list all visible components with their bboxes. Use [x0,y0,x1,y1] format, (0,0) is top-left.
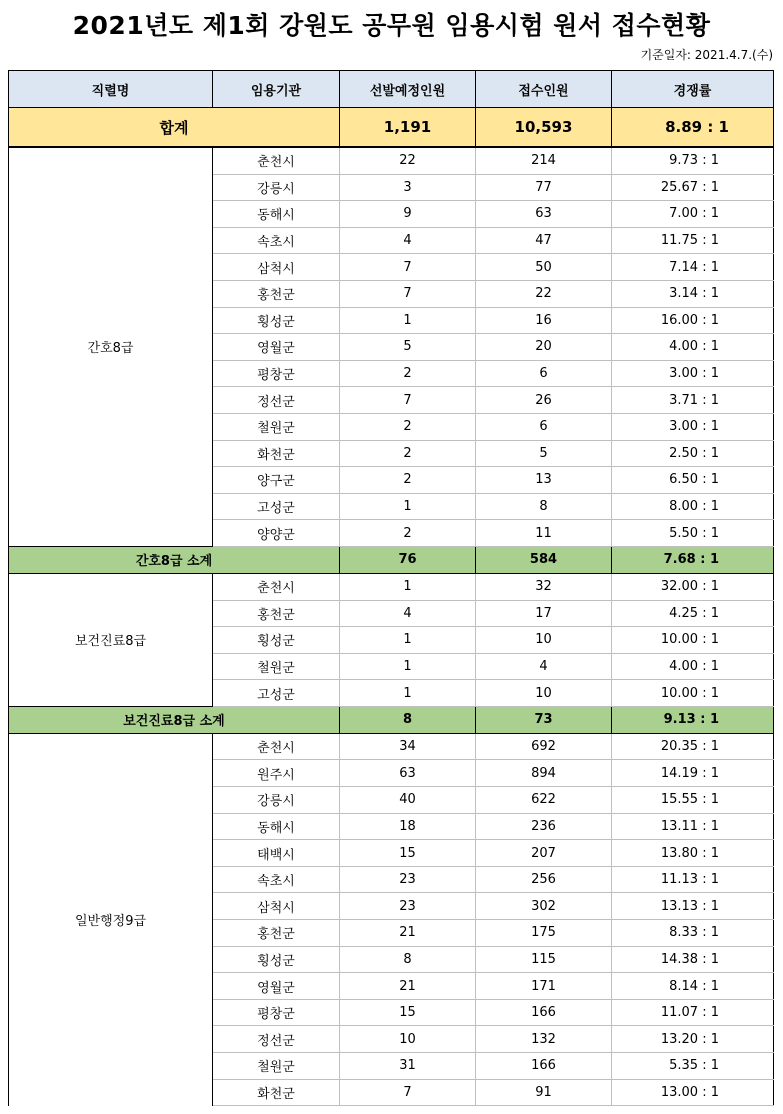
applied-cell: 166 [476,999,612,1026]
applied-cell: 10 [476,680,612,707]
agency-cell: 홍천군 [213,920,340,947]
total-row [9,108,774,148]
subtotal-label: 간호8급 소계 [9,546,340,573]
applied-cell: 26 [476,387,612,414]
applied-cell: 214 [476,147,612,174]
applied-cell: 63 [476,201,612,228]
applied-cell: 4 [476,653,612,680]
agency-cell: 삼척시 [213,254,340,281]
planned-cell: 2 [340,520,476,547]
applied-cell: 77 [476,174,612,201]
planned-cell: 1 [340,307,476,334]
ratio-cell: 10.00 : 1 [612,627,774,654]
ratio-cell: 16.00 : 1 [612,307,774,334]
ratio-cell: 8.00 : 1 [612,493,774,520]
agency-cell: 화천군 [213,1079,340,1106]
subtotal-planned: 8 [340,706,476,733]
total-ratio: 8.89 : 1 [612,108,774,148]
applied-cell: 6 [476,413,612,440]
planned-cell: 63 [340,760,476,787]
ratio-cell: 11.13 : 1 [612,866,774,893]
planned-cell: 5 [340,334,476,361]
ratio-cell: 13.80 : 1 [612,840,774,867]
ratio-cell: 15.55 : 1 [612,787,774,814]
applied-cell: 91 [476,1079,612,1106]
planned-cell: 7 [340,387,476,414]
planned-cell: 7 [340,1079,476,1106]
header-planned: 선발예정인원 [340,71,476,108]
ratio-cell: 25.67 : 1 [612,174,774,201]
ratio-cell: 7.14 : 1 [612,254,774,281]
table-row [9,147,774,174]
ratio-cell: 2.50 : 1 [612,440,774,467]
agency-cell: 양구군 [213,467,340,494]
applied-cell: 115 [476,946,612,973]
total-applied: 10,593 [476,108,612,148]
applied-cell: 20 [476,334,612,361]
agency-cell: 홍천군 [213,600,340,627]
agency-cell: 강릉시 [213,174,340,201]
table-row [9,573,774,600]
subtotal-applied: 73 [476,706,612,733]
agency-cell: 평창군 [213,360,340,387]
planned-cell: 7 [340,254,476,281]
ratio-cell: 3.00 : 1 [612,360,774,387]
agency-cell: 속초시 [213,227,340,254]
agency-cell: 속초시 [213,866,340,893]
agency-cell: 춘천시 [213,573,340,600]
applied-cell: 207 [476,840,612,867]
agency-cell: 고성군 [213,680,340,707]
agency-cell: 홍천군 [213,280,340,307]
header-position: 직렬명 [9,71,213,108]
subtotal-label: 보건진료8급 소계 [9,706,340,733]
subtotal-row [9,706,774,733]
agency-cell: 춘천시 [213,147,340,174]
agency-cell: 횡성군 [213,627,340,654]
ratio-cell: 3.71 : 1 [612,387,774,414]
ratio-cell: 5.50 : 1 [612,520,774,547]
ratio-cell: 4.00 : 1 [612,334,774,361]
planned-cell: 31 [340,1053,476,1080]
ratio-cell: 8.14 : 1 [612,973,774,1000]
agency-cell: 평창군 [213,999,340,1026]
planned-cell: 2 [340,440,476,467]
applied-cell: 32 [476,573,612,600]
planned-cell: 10 [340,1026,476,1053]
applied-cell: 17 [476,600,612,627]
applied-cell: 6 [476,360,612,387]
planned-cell: 22 [340,147,476,174]
applied-cell: 256 [476,866,612,893]
ratio-cell: 4.00 : 1 [612,653,774,680]
subtotal-applied: 584 [476,546,612,573]
planned-cell: 2 [340,360,476,387]
planned-cell: 1 [340,653,476,680]
planned-cell: 2 [340,413,476,440]
applied-cell: 236 [476,813,612,840]
ratio-cell: 11.75 : 1 [612,227,774,254]
applied-cell: 622 [476,787,612,814]
ratio-cell: 6.50 : 1 [612,467,774,494]
position-name: 보건진료8급 [9,573,213,706]
applied-cell: 166 [476,1053,612,1080]
position-name: 일반행정9급 [9,733,213,1105]
applications-table [8,70,774,1106]
agency-cell: 양양군 [213,520,340,547]
applied-cell: 50 [476,254,612,281]
ratio-cell: 20.35 : 1 [612,733,774,760]
agency-cell: 철원군 [213,413,340,440]
planned-cell: 3 [340,174,476,201]
agency-cell: 동해시 [213,813,340,840]
applied-cell: 5 [476,440,612,467]
agency-cell: 강릉시 [213,787,340,814]
agency-cell: 철원군 [213,1053,340,1080]
agency-cell: 영월군 [213,973,340,1000]
planned-cell: 1 [340,627,476,654]
planned-cell: 8 [340,946,476,973]
ratio-cell: 13.13 : 1 [612,893,774,920]
ratio-cell: 10.00 : 1 [612,680,774,707]
total-label: 합계 [9,108,340,148]
header-applied: 접수인원 [476,71,612,108]
ratio-cell: 14.38 : 1 [612,946,774,973]
planned-cell: 1 [340,493,476,520]
agency-cell: 춘천시 [213,733,340,760]
agency-cell: 동해시 [213,201,340,228]
applied-cell: 11 [476,520,612,547]
agency-cell: 정선군 [213,387,340,414]
agency-cell: 고성군 [213,493,340,520]
planned-cell: 21 [340,973,476,1000]
planned-cell: 4 [340,600,476,627]
applied-cell: 894 [476,760,612,787]
planned-cell: 40 [340,787,476,814]
planned-cell: 2 [340,467,476,494]
agency-cell: 횡성군 [213,946,340,973]
applied-cell: 175 [476,920,612,947]
planned-cell: 21 [340,920,476,947]
agency-cell: 화천군 [213,440,340,467]
applied-cell: 302 [476,893,612,920]
total-planned: 1,191 [340,108,476,148]
applied-cell: 13 [476,467,612,494]
subtotal-ratio: 9.13 : 1 [612,706,774,733]
applied-cell: 692 [476,733,612,760]
ratio-cell: 4.25 : 1 [612,600,774,627]
planned-cell: 15 [340,999,476,1026]
planned-cell: 23 [340,866,476,893]
planned-cell: 18 [340,813,476,840]
planned-cell: 23 [340,893,476,920]
ratio-cell: 32.00 : 1 [612,573,774,600]
ratio-cell: 9.73 : 1 [612,147,774,174]
applied-cell: 47 [476,227,612,254]
planned-cell: 7 [340,280,476,307]
agency-cell: 원주시 [213,760,340,787]
applied-cell: 10 [476,627,612,654]
ratio-cell: 13.00 : 1 [612,1079,774,1106]
planned-cell: 1 [340,680,476,707]
header-ratio: 경쟁률 [612,71,774,108]
agency-cell: 태백시 [213,840,340,867]
agency-cell: 횡성군 [213,307,340,334]
subtotal-ratio: 7.68 : 1 [612,546,774,573]
ratio-cell: 3.14 : 1 [612,280,774,307]
applied-cell: 16 [476,307,612,334]
applied-cell: 171 [476,973,612,1000]
agency-cell: 삼척시 [213,893,340,920]
planned-cell: 15 [340,840,476,867]
applied-cell: 22 [476,280,612,307]
ratio-cell: 7.00 : 1 [612,201,774,228]
ratio-cell: 13.20 : 1 [612,1026,774,1053]
ratio-cell: 14.19 : 1 [612,760,774,787]
subtotal-planned: 76 [340,546,476,573]
ratio-cell: 5.35 : 1 [612,1053,774,1080]
agency-cell: 철원군 [213,653,340,680]
ratio-cell: 13.11 : 1 [612,813,774,840]
ratio-cell: 8.33 : 1 [612,920,774,947]
planned-cell: 1 [340,573,476,600]
header-row [9,71,774,108]
agency-cell: 영월군 [213,334,340,361]
header-agency: 임용기관 [213,71,340,108]
planned-cell: 9 [340,201,476,228]
applied-cell: 132 [476,1026,612,1053]
subtotal-row [9,546,774,573]
planned-cell: 4 [340,227,476,254]
applied-cell: 8 [476,493,612,520]
ratio-cell: 3.00 : 1 [612,413,774,440]
position-name: 간호8급 [9,147,213,546]
table-row [9,733,774,760]
page-title: 2021년도 제1회 강원도 공무원 임용시험 원서 접수현황 [72,11,711,40]
reference-date: 기준일자: 2021.4.7.(수) [640,48,773,62]
agency-cell: 정선군 [213,1026,340,1053]
ratio-cell: 11.07 : 1 [612,999,774,1026]
planned-cell: 34 [340,733,476,760]
